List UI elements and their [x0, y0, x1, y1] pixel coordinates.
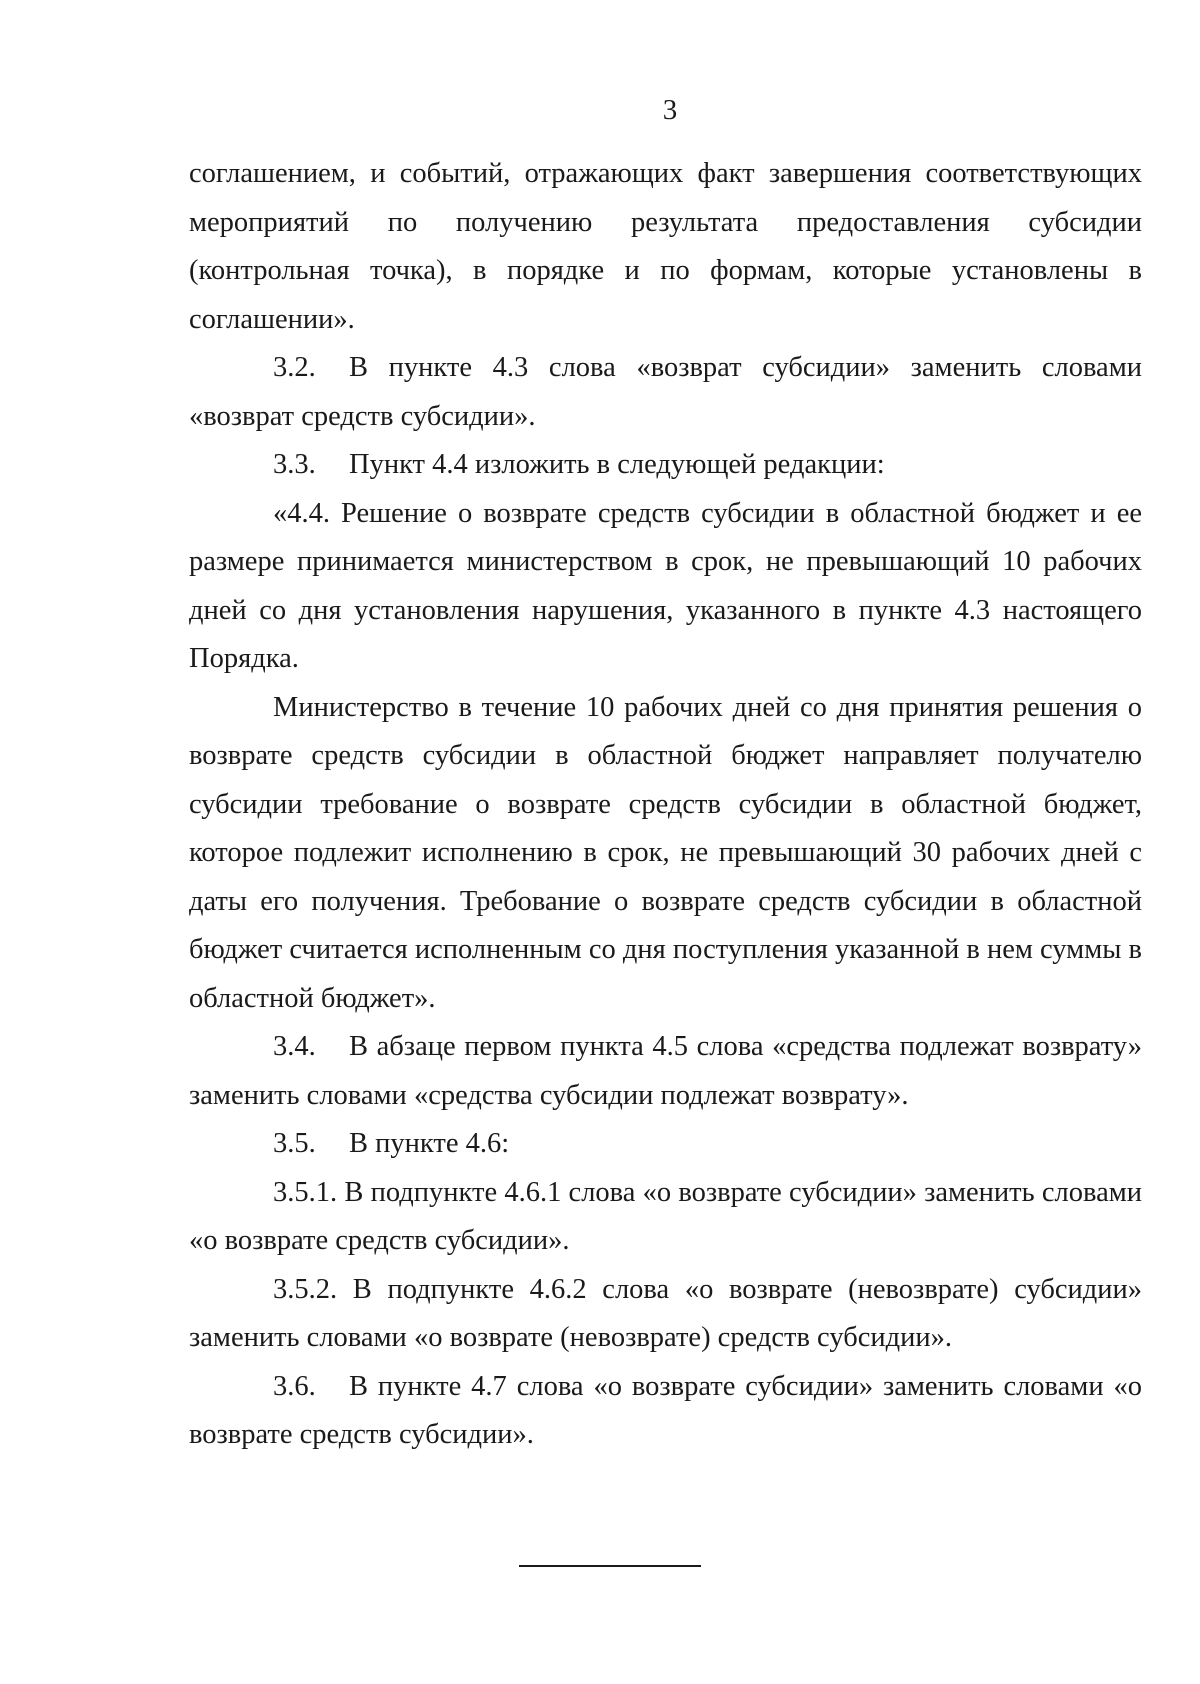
page-number: 3	[662, 94, 678, 126]
clause-number: 3.4.	[273, 1031, 316, 1062]
paragraph-text: В пункте 4.3 слова «возврат субсидии» заменить словами «возврат средств субсидии».	[189, 352, 1142, 432]
paragraph-3-5-2	[189, 1266, 1142, 1363]
clause-number: 3.2.	[273, 352, 316, 383]
end-of-document-rule	[519, 1565, 701, 1567]
paragraph-text: 3.5.1. В подпункте 4.6.1 слова «о возврате субсидии» заменить словами «о возврате средств субсидии».	[189, 1176, 1142, 1256]
paragraph-3-5-1	[189, 1169, 1142, 1266]
paragraph-3-4	[189, 1023, 1142, 1120]
paragraph-ministry-requirement	[189, 684, 1142, 1024]
paragraph-text: В пункте 4.7 слова «о возврате субсидии» заменить словами «о возврате средств субсидии».	[189, 1370, 1142, 1450]
paragraph-3-3	[189, 441, 1142, 490]
paragraph-text: В пункте 4.6:	[349, 1128, 510, 1159]
paragraph-3-5	[189, 1120, 1142, 1169]
paragraph-text: В абзаце первом пункта 4.5 слова «средства подлежат возврату» заменить словами «средства субсидии подлежат возврату».	[189, 1031, 1142, 1111]
clause-number: 3.6.	[273, 1370, 316, 1402]
clause-number: 3.3.	[273, 449, 316, 480]
clause-number: 3.5.	[273, 1128, 316, 1159]
paragraph-continuation	[189, 150, 1142, 344]
paragraph-text: соглашением, и событий, отражающих факт завершения соответствующих мероприятий по получению результата предоставления субсидии (контрольная точка), в порядке и по формам, которые установлены в соглашении».	[189, 158, 1142, 335]
document-body	[189, 150, 1142, 1460]
paragraph-text: Пункт 4.4 изложить в следующей редакции:	[349, 449, 885, 480]
paragraph-text: «4.4. Решение о возврате средств субсидии в областной бюджет и ее размере принимается министерством в срок, не превышающий 10 рабочих дней со дня установления нарушения, указанного в пункте 4.3 настоящего Порядка.	[189, 497, 1142, 674]
paragraph-3-2	[189, 344, 1142, 441]
paragraph-3-6	[189, 1363, 1142, 1460]
paragraph-4-4-quote	[189, 490, 1142, 684]
paragraph-text: 3.5.2. В подпункте 4.6.2 слова «о возврате (невозврате) субсидии» заменить словами «о возврате (невозврате) средств субсидии».	[189, 1273, 1142, 1353]
paragraph-text: Министерство в течение 10 рабочих дней со дня принятия решения о возврате средств субсидии в областной бюджет направляет получателю субсидии требование о возврате средств субсидии в областной бюджет, которое подлежит исполнению в срок, не превышающий 30 рабочих дней с даты его получения. Требование о возврате средств субсидии в областной бюджет считается исполненным со дня поступления указанной в нем суммы в областной бюджет».	[189, 691, 1142, 1014]
